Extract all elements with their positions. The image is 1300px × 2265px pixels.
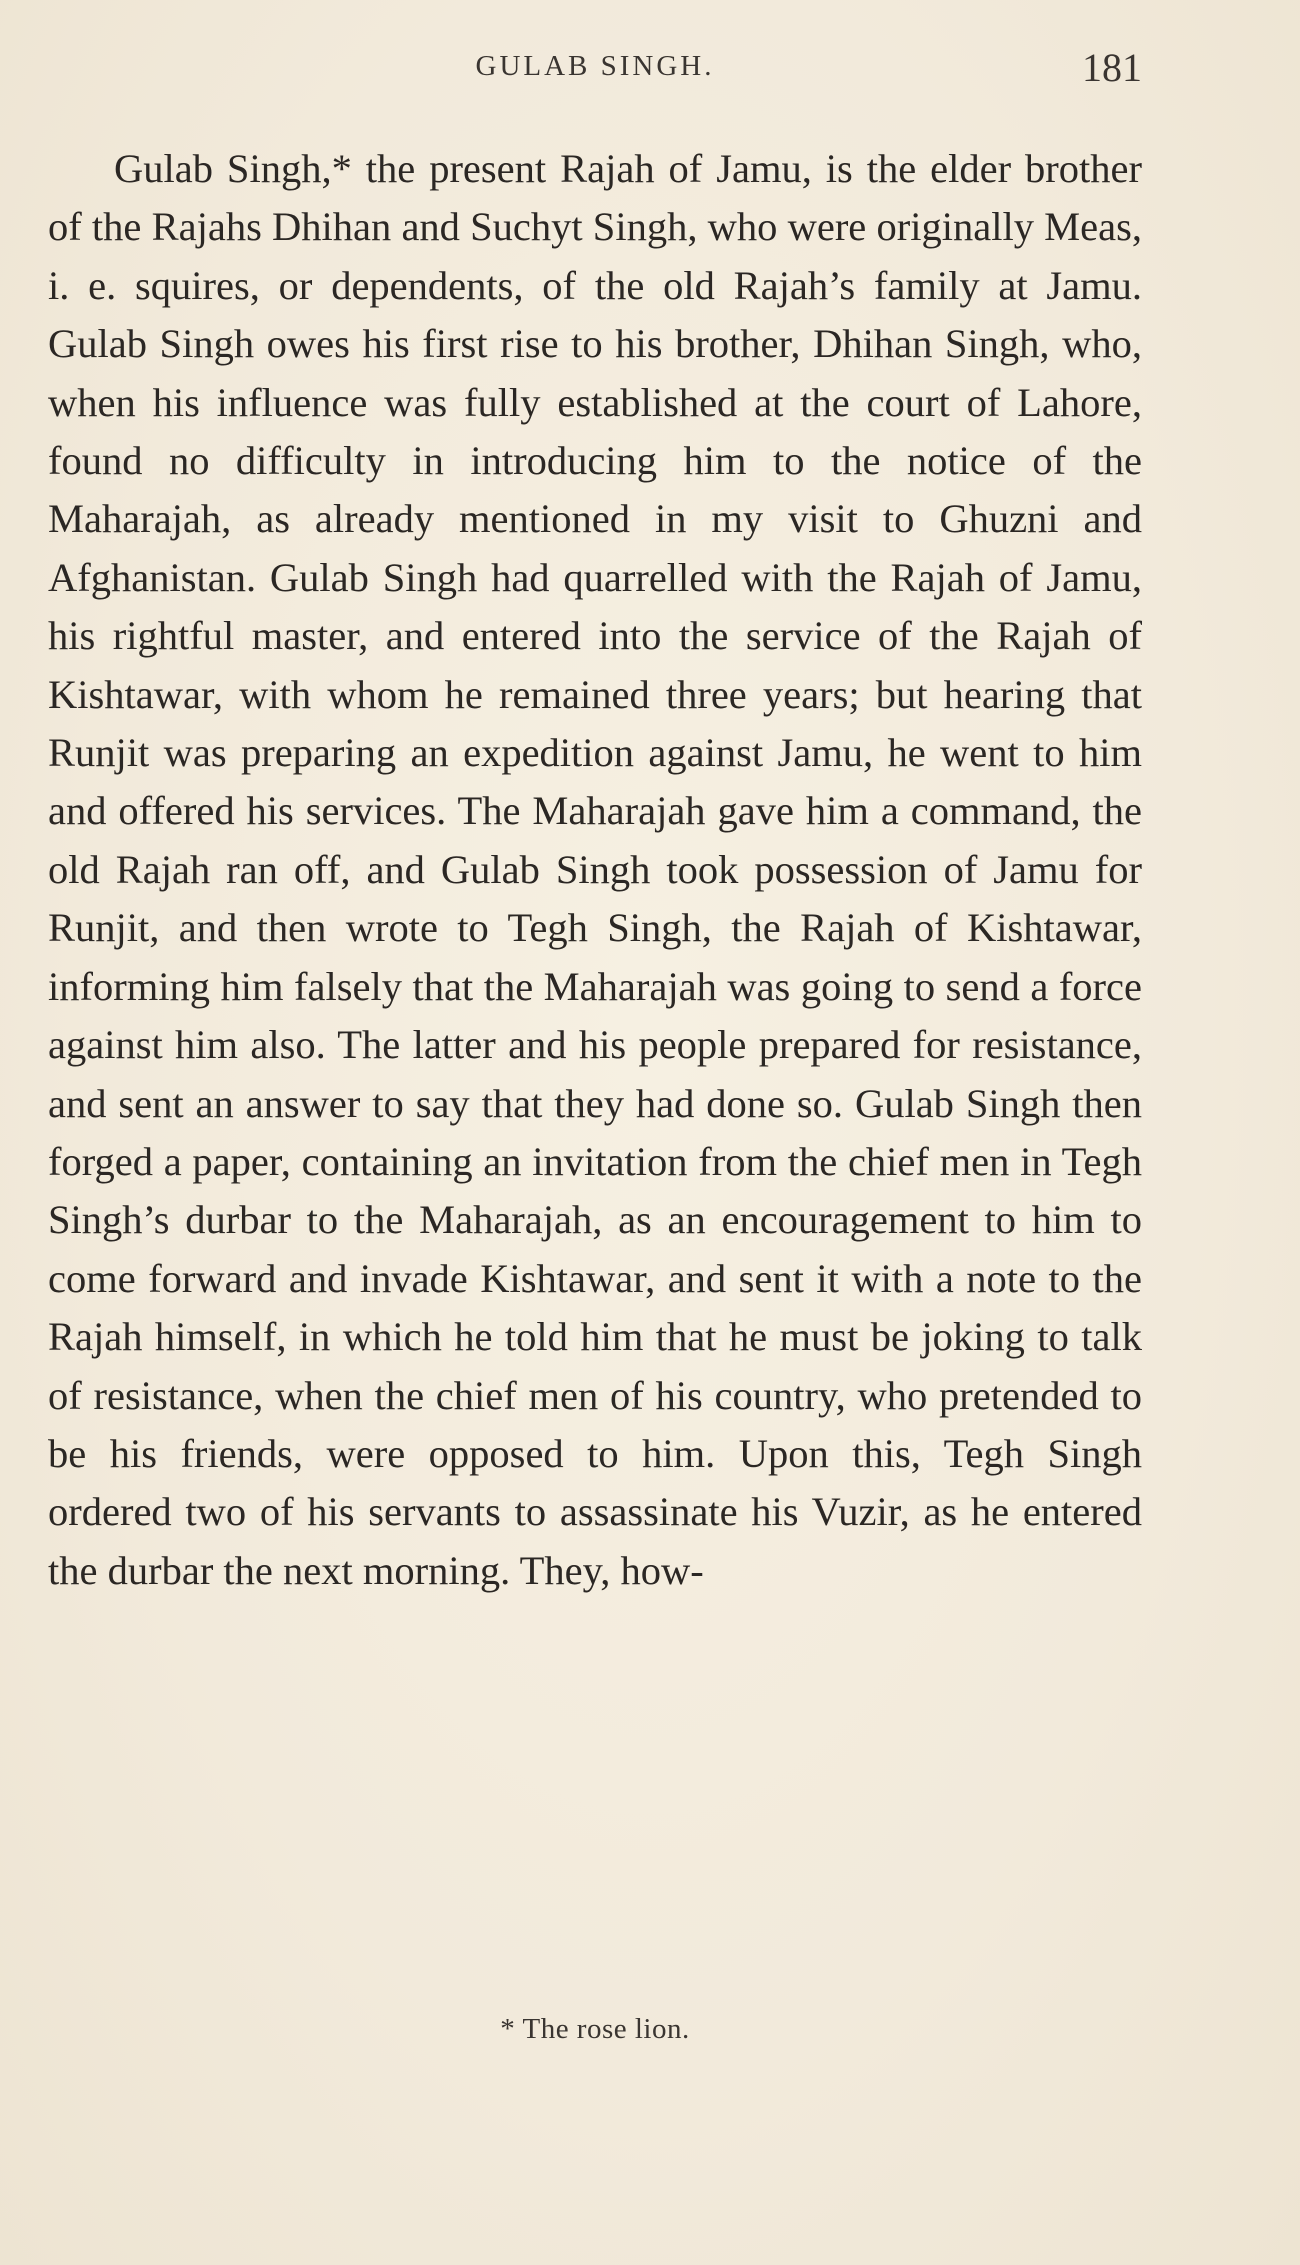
footnote: * The rose lion.: [500, 2013, 690, 2045]
running-title: GULAB SINGH.: [475, 50, 715, 82]
running-head: [48, 44, 1142, 94]
body-paragraph: Gulab Singh,* the present Rajah of Jamu, is the elder brother of the Rajahs Dhihan and Suchyt Singh, who were originally Meas, i. e. squires, or dependents, of the old Rajah’s family at Jamu. Gulab Singh owes his first rise to his brother, Dhihan Singh, who, when his influence was fully established at the court of Lahore, found no difficulty in introducing him to the notice of the Maharajah, as already mentioned in my visit to Ghuzni and Afghanistan. Gulab Singh had quarrelled with the Rajah of Jamu, his rightful master, and entered into the service of the Rajah of Kishtawar, with whom he remained three years; but hearing that Runjit was preparing an expedition against Jamu, he went to him and offered his services. The Maharajah gave him a command, the old Rajah ran off, and Gulab Singh took possession of Jamu for Runjit, and then wrote to Tegh Singh, the Rajah of Kishtawar, informing him falsely that the Maharajah was going to send a force against him also. The latter and his people prepared for resistance, and sent an answer to say that they had done so. Gulab Singh then forged a paper, containing an invitation from the chief men in Tegh Singh’s durbar to the Maharajah, as an encouragement to him to come forward and invade Kishtawar, and sent it with a note to the Rajah himself, in which he told him that he must be joking to talk of resistance, when the chief men of his country, who pretended to be his friends, were opposed to him. Upon this, Tegh Singh ordered two of his servants to assassinate his Vuzir, as he entered the durbar the next morning. They, how-: [48, 146, 1142, 1593]
page-number: 181: [1082, 45, 1142, 90]
